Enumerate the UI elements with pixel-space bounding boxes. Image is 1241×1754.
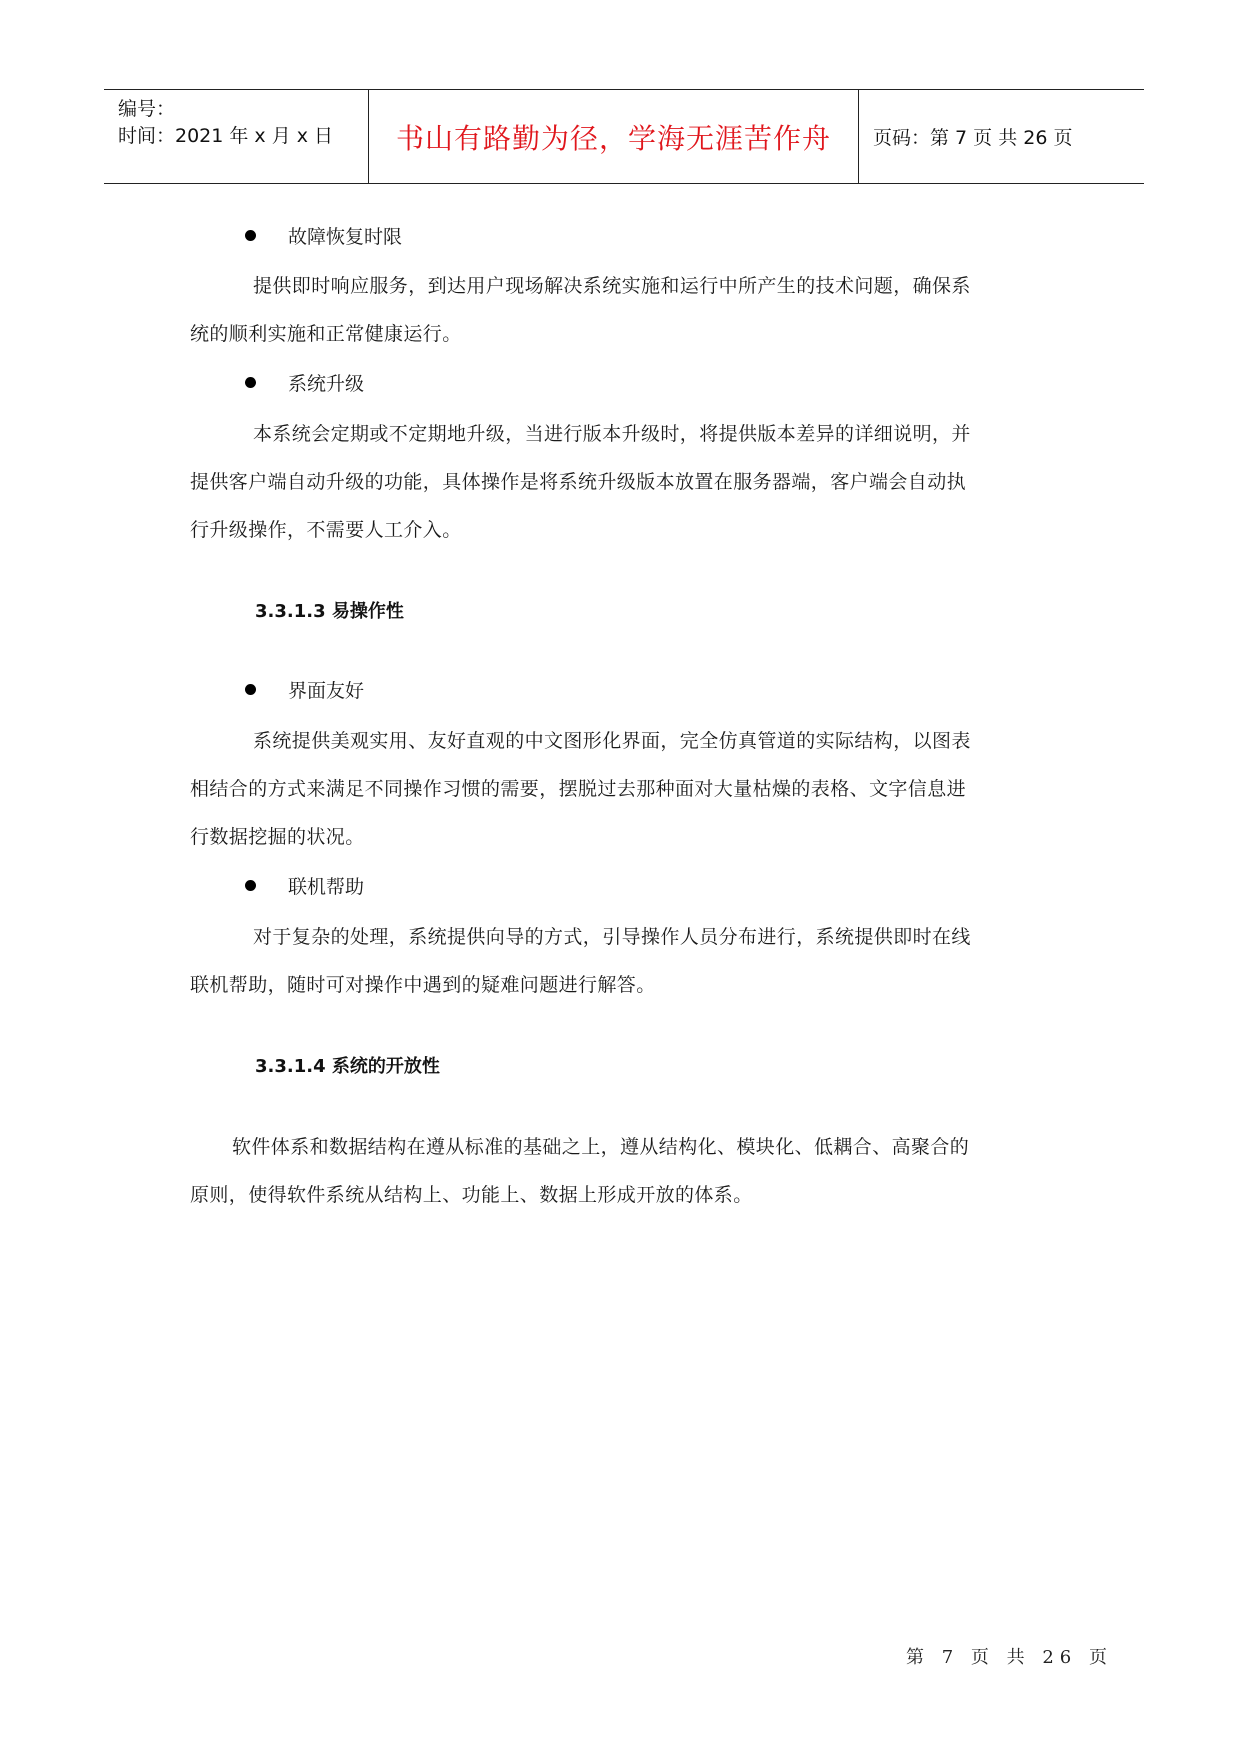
paragraph-line: 提供客户端自动升级的功能，具体操作是将系统升级版本放置在服务器端，客户端会自动执 [190, 471, 967, 493]
document-date-label: 时间：2021 年 x 月 x 日 [118, 125, 334, 147]
bullet-title: 系统升级 [288, 373, 365, 395]
bullet-title: 界面友好 [288, 680, 365, 702]
section-heading: 3.3.1.4 系统的开放性 [255, 1056, 440, 1077]
paragraph-line: 联机帮助，随时可对操作中遇到的疑难问题进行解答。 [190, 974, 656, 996]
page-header [104, 89, 1144, 184]
bullet-system-upgrade [245, 369, 364, 396]
bullet-title: 故障恢复时限 [288, 226, 403, 248]
paragraph-line: 原则，使得软件系统从结构上、功能上、数据上形成开放的体系。 [190, 1184, 753, 1206]
paragraph-line: 软件体系和数据结构在遵从标准的基础之上，遵从结构化、模块化、低耦合、高聚合的 [232, 1136, 970, 1158]
paragraph-line: 对于复杂的处理，系统提供向导的方式，引导操作人员分布进行，系统提供即时在线 [253, 926, 971, 948]
bullet-fault-recovery [245, 222, 402, 249]
paragraph-line: 统的顺利实施和正常健康运行。 [190, 323, 462, 345]
bullet-friendly-ui [245, 676, 364, 703]
header-motto: 书山有路勤为径，学海无涯苦作舟 [369, 90, 859, 183]
document-number-label: 编号： [118, 98, 176, 120]
paragraph-line: 行升级操作，不需要人工介入。 [190, 519, 462, 541]
bullet-dot-icon [245, 230, 256, 241]
paragraph-line: 相结合的方式来满足不同操作习惯的需要，摆脱过去那种面对大量枯燥的表格、文字信息进 [190, 778, 967, 800]
paragraph-line: 本系统会定期或不定期地升级，当进行版本升级时，将提供版本差异的详细说明，并 [253, 423, 971, 445]
header-meta-cell [104, 90, 369, 183]
bullet-title: 联机帮助 [288, 876, 365, 898]
paragraph-line: 行数据挖掘的状况。 [190, 826, 365, 848]
bullet-online-help [245, 872, 364, 899]
bullet-dot-icon [245, 377, 256, 388]
section-heading: 3.3.1.3 易操作性 [255, 601, 404, 622]
paragraph-line: 提供即时响应服务，到达用户现场解决系统实施和运行中所产生的技术问题，确保系 [253, 275, 971, 297]
bullet-dot-icon [245, 684, 256, 695]
paragraph-line: 系统提供美观实用、友好直观的中文图形化界面，完全仿真管道的实际结构，以图表 [253, 730, 971, 752]
page-footer: 第 7 页 共 26 页 [906, 1647, 1113, 1668]
header-page-info: 页码：第 7 页 共 26 页 [873, 127, 1073, 149]
bullet-dot-icon [245, 880, 256, 891]
